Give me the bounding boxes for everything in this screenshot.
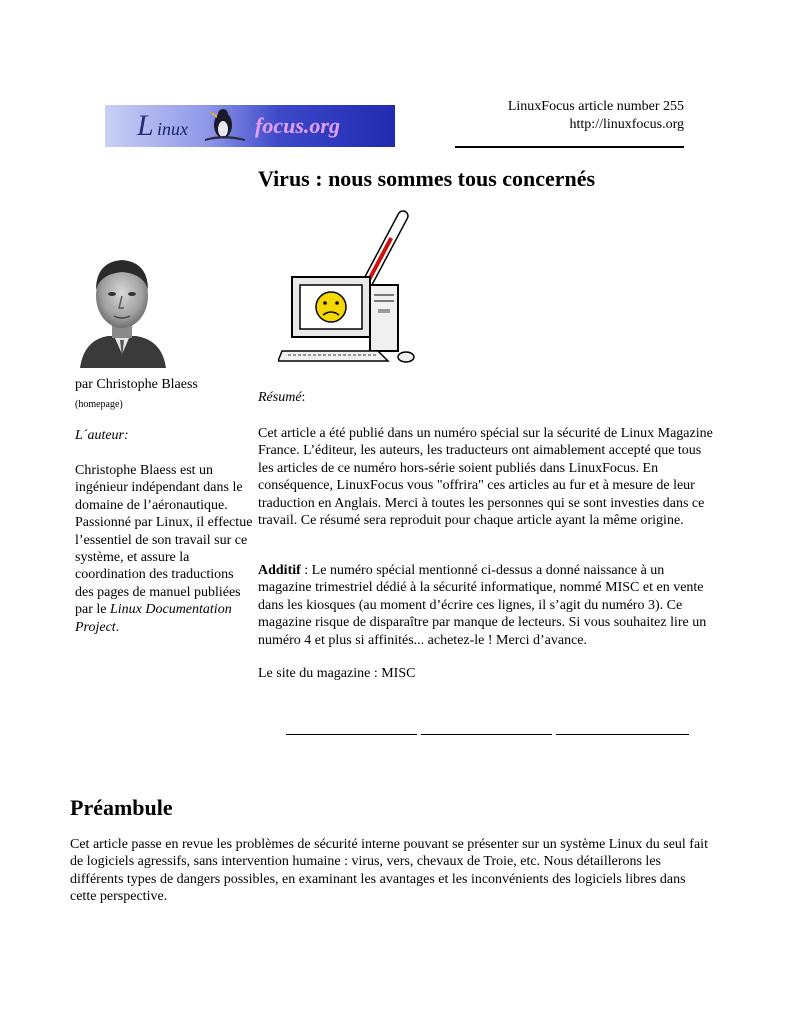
separator-line [556,734,689,735]
article-number: LinuxFocus article number 255 [507,99,684,114]
homepage-link[interactable]: (homepage) [75,399,123,410]
additif-paragraph [258,562,718,649]
author-heading: L´auteur: [75,428,129,443]
article-title: Virus : nous sommes tous concernés [258,166,596,191]
header-rule [455,146,684,148]
author-byline: par Christophe Blaess [75,377,198,392]
logo-word-focus: focus.org [255,113,340,138]
linuxfocus-logo[interactable] [105,105,395,147]
author-photo [78,250,166,368]
logo-letter-l: L [137,109,154,142]
resume-label-colon: : [301,390,306,405]
resume-label [258,390,305,406]
author-bio-text: Christophe Blaess est un ingénieur indépendant dans le domaine de l’aéronautique. Passionné par Linux, il effectue l’essentiel de son travail sur ce système, et assure la coordination des traductions des pages de manuel publiées par le [75,463,253,618]
header-info [440,98,684,134]
preamble-heading: Préambule [70,795,173,820]
additif-label: Additif [258,563,301,578]
separator-line [286,734,417,735]
author-bio-end: . [115,619,120,635]
resume-text: Cet article a été publié dans un numéro spécial sur la sécurité de Linux Magazine France. L’éditeur, les auteurs, les traducteurs ont aimablement accepté que tous les articles de ce numéro hors-série soient publiés dans LinuxFocus. En conséquence, LinuxFocus vous "offrira" ces articles au fur et à mesure de leur traduction en Anglais. Merci à toutes les personnes qui se sont investies dans ce travail. Ce résumé sera reproduit pour chaque article ayant la même origine. [258,426,713,529]
author-bio [75,462,255,636]
logo-word-inux: inux [157,119,188,139]
preamble-text: Cet article passe en revue les problèmes de sécurité interne pouvant se présenter sur un système Linux du seul fait de logiciels agressifs, sans intervention humaine : virus, vers, chevaux de Troie, etc. Nous détaillerons les différents types de dangers possibles, en examinant les avantages et les inconvénients des logiciels libres dans cette perspective. [70,837,708,905]
sick-computer-illustration [278,205,423,365]
resume-label-text: Résumé [258,390,302,405]
additif-text: : Le numéro spécial mentionné ci-dessus a donné naissance à un magazine trimestriel dédié à la sécurité informatique, nommé MISC et en vente dans les kiosques (au moment d’écrire ces lignes, il s’agit du numéro 3). Ce magazine risque de disparaître par manque de lecteurs. Si vous souhaitez lire un numéro 4 et plus si affinités... achetez-le ! Merci d’avance. [258,563,707,648]
site-url-link[interactable]: http://linuxfocus.org [569,117,684,132]
linux-doc-project-link[interactable]: Linux Documentation Project [75,602,232,635]
magazine-site-line: Le site du magazine : MISC [258,666,416,681]
separator-line [421,734,552,735]
